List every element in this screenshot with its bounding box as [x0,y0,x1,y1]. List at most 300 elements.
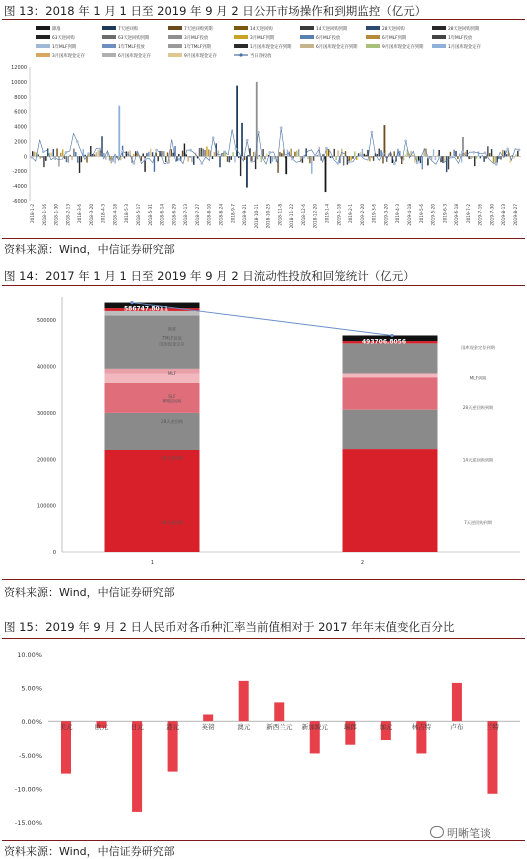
op-bar [171,149,172,156]
net-injection-point [235,148,238,151]
op-bar [476,156,477,158]
x-tick-label: 林吉特 [411,723,432,732]
x-tick-label: 2018-4-3 [100,204,106,224]
legend-swatch [432,44,446,48]
op-bar [438,150,439,156]
legend-label: 14天逆回购到期 [316,27,348,32]
op-bar-spike [325,156,327,192]
op-bar [334,149,335,157]
op-bar [187,156,188,161]
op-bar [201,148,202,157]
net-injection-point [484,151,487,154]
figure-13 [0,0,527,258]
op-bar [51,153,52,157]
total-trend-point [390,334,393,337]
op-bar [103,153,104,156]
net-injection-point [314,154,317,157]
op-bar [229,156,230,162]
op-bar [41,156,42,158]
y-tick-label: 200000 [36,457,56,464]
op-bar [272,156,273,161]
y-tick-label: 0 [23,154,27,161]
legend-swatch [102,26,116,30]
figure-13-caption: 图 13：2018 年 1 月 1 日至 2019 年 9 月 2 日公开市场操作和到期监控（亿元） [4,4,427,18]
fig15-chart [0,642,527,842]
op-bar [435,156,436,160]
x-tick-label: 1 [150,560,155,566]
figure-14-source: 资料来源：Wind，中信证券研究部 [4,586,175,599]
op-bar [472,156,473,158]
legend-swatch [168,26,182,30]
op-bar [482,155,483,156]
op-bar [240,156,241,176]
x-tick-label: 2019-3-6 [371,204,377,224]
legend-label: 28天逆回购到期 [448,27,480,32]
y-tick-label: 400000 [36,364,56,371]
net-injection-point [87,152,90,155]
legend-swatch [432,26,446,30]
op-bar [470,156,471,159]
op-bar [232,152,233,156]
op-bar [493,156,494,162]
y-tick-label: 6000 [14,109,27,116]
fx-bar-11 [452,683,462,721]
legend-label: 1年MLF到期 [52,45,77,50]
segment-label: MLF到期 [469,375,487,381]
fx-bar-4 [203,714,213,721]
x-tick-label: 2019-6-18 [454,204,460,226]
op-bar [257,156,258,159]
y-tick-label: 12000 [11,65,27,71]
op-bar [274,156,275,159]
op-bar [373,156,374,160]
legend-label: 9月国库现金定存 [184,54,217,59]
y-tick-label: -10.00% [14,785,42,794]
net-injection-point [257,131,260,134]
y-tick-label: -5.00% [19,751,42,760]
net-injection-point [461,151,464,154]
net-injection-point [404,140,407,143]
op-bar [45,156,46,161]
legend-label: 1月国库现金定存 [448,45,481,50]
op-bar [491,149,492,156]
net-injection-point [348,161,351,164]
legend-marker-net [239,53,242,56]
op-bar [483,156,484,161]
stack-segment [105,374,200,383]
op-bar [157,156,158,161]
figure-15-source: 资料来源：Wind，中信证券研究部 [4,845,175,858]
op-bar [317,155,318,156]
op-bar [212,156,213,159]
stack-segment [105,369,200,374]
op-bar [66,156,67,162]
x-tick-label: 2019-2-1 [348,204,354,224]
y-tick-label: 4000 [14,124,27,131]
x-tick-label: 2018-4-18 [112,204,118,226]
op-bar [133,154,134,157]
y-tick-label: 100000 [36,503,56,510]
op-bar [270,156,271,163]
op-bar-spike [118,106,120,157]
op-bar [517,151,518,156]
op-bar [73,149,74,157]
bar-total-label: 586747.8011 [123,305,169,313]
watermark: 明晰笔谈 [430,825,491,841]
x-tick-label: 2018-8-10 [206,204,212,226]
x-tick-label: 2019-7-16 [477,204,483,226]
stack-segment [343,410,438,449]
op-bar [261,156,262,162]
legend-swatch [36,26,50,30]
op-bar [296,151,297,157]
op-bar [217,150,218,156]
net-injection-point [246,139,249,142]
op-bar-spike [236,86,238,157]
net-injection-point [178,158,181,161]
op-bar [279,152,280,156]
fx-bar-2 [132,721,142,812]
legend-label: 9月国库现金定存到期 [382,45,424,50]
net-injection-point [65,151,68,154]
op-bar [446,156,447,172]
x-tick-label: 2019-1-18 [336,204,342,226]
op-bar [223,153,224,156]
y-tick-label: 300000 [36,410,56,417]
x-tick-label: 2019-6-3 [442,204,448,224]
op-bar [165,156,166,162]
net-injection-point [201,162,204,165]
op-bar [506,154,507,156]
y-tick-label: -6000 [12,199,27,205]
op-bar [75,152,76,156]
op-bar [39,156,40,158]
op-bar [79,156,80,173]
op-bar [343,156,344,165]
op-bar [94,154,95,156]
total-trend-point [130,301,133,304]
legend-label: 3月MLF投放 [184,36,209,41]
op-bar [202,149,203,157]
legend-label: 28天逆回购 [382,27,405,32]
x-tick-label: 2018-1-16 [41,204,47,226]
op-bar [105,156,106,159]
op-bar [474,156,475,166]
op-bar-spike [285,156,287,174]
legend-label: 6月MLF到期 [382,36,407,41]
op-bar [382,156,383,163]
op-bar [238,156,239,158]
op-bar [364,154,365,157]
op-bar [405,155,406,157]
op-bar [143,153,144,156]
x-tick-label: 2019-7-2 [465,204,471,224]
net-injection-point [450,156,453,159]
x-tick-label: 2018-1-2 [30,204,35,224]
stack-segment [105,383,200,413]
op-bar-spike [246,156,248,187]
net-injection-point [393,162,396,165]
op-bar [32,151,33,156]
legend-label: 1月国库现金定存到期 [250,45,292,50]
op-bar [313,156,314,160]
x-tick-label: 2019-1-4 [324,204,330,224]
legend-label: 1年MLF投放 [448,36,473,41]
op-bar [60,153,61,157]
op-bar [56,148,57,156]
y-tick-label: -2000 [12,169,27,176]
legend-swatch [168,44,182,48]
legend-label: 3月国库现金定存 [52,54,85,59]
figure-14-caption: 图 14：2017 年 1 月 1 日至 2019 年 9 月 2 日流动性投放和回笼统计（亿元） [4,269,415,283]
op-bar [459,154,460,157]
op-bar [148,152,149,157]
op-bar [98,150,99,156]
op-bar [259,155,260,156]
op-bar [513,156,514,158]
op-bar [163,151,164,156]
legend-label: 7天逆回购 [118,27,138,32]
op-bar [146,153,147,156]
op-bar [330,156,331,158]
op-bar [354,151,355,156]
op-bar [34,152,35,157]
op-bar [266,153,267,156]
x-tick-label: 2019-7-30 [489,204,495,226]
op-bar [379,149,380,157]
y-tick-label: 0.00% [21,718,42,727]
legend-swatch [102,44,116,48]
x-tick-label: 2019-4-3 [395,204,401,224]
op-bar [206,147,207,157]
op-bar [495,156,496,163]
y-tick-label: -4000 [12,184,27,191]
y-tick-label: 5.00% [21,684,42,693]
segment-label: 14天逆回购 [160,455,184,461]
legend-label: 6月MLF投放 [316,36,341,41]
legend-swatch [366,44,380,48]
net-injection-point [518,149,521,152]
x-tick-label: 2018-10-11 [253,204,259,229]
net-injection-point [121,150,124,153]
legend-swatch [234,26,248,30]
x-tick-label: 2018-5-17 [136,204,142,226]
op-bar [468,156,469,159]
op-bar [262,149,263,156]
op-bar [290,149,291,157]
op-bar [247,155,248,156]
op-bar [199,148,200,156]
x-tick-label: 2018-11-22 [289,204,295,229]
legend-label: 当日净投放 [250,54,272,59]
segment-label: TMLF投放 [162,335,182,341]
net-injection-point [53,156,56,159]
legend-swatch [102,35,116,39]
figure-13-source: 资料来源：Wind，中信证券研究部 [4,243,175,256]
legend-swatch [168,35,182,39]
x-tick-label: 2019-8-13 [501,203,507,226]
y-tick-label: -15.00% [14,819,42,827]
op-bar [114,156,115,163]
net-injection-point [472,151,475,154]
net-injection-point [110,160,113,163]
op-bar [214,152,215,156]
net-injection-point [155,149,158,152]
op-bar [43,156,44,167]
op-bar [362,149,363,157]
op-bar [124,156,125,158]
net-injection-point [336,162,339,165]
op-bar [99,151,100,157]
fx-bar-6 [274,702,284,721]
op-bar [478,151,479,156]
y-tick-label: 0 [52,550,56,556]
net-injection-point [144,158,147,161]
op-bar [485,156,486,158]
legend-swatch [36,44,50,48]
op-bar [515,154,516,156]
fx-bar-12 [487,721,497,794]
op-bar [433,149,434,156]
op-bar [294,152,295,157]
fig13-chart [0,21,527,236]
x-tick-label: 兰特 [485,723,499,732]
segment-label: 28天逆回购 [160,419,184,425]
op-bar [84,155,85,157]
net-injection-point [31,156,34,159]
op-bar [287,150,288,157]
op-bar [234,156,235,162]
net-injection-point [325,147,328,150]
op-bar [58,156,59,166]
net-injection-point [99,148,102,151]
x-tick-label: 2018-6-14 [159,204,165,226]
segment-label: 14天逆回购 [160,520,184,526]
segment-label: 7天逆回购到期 [464,520,492,526]
net-injection-point [223,150,226,153]
legend-label: 63天逆回购到期 [118,36,150,41]
op-bar [184,144,185,157]
legend-label: 1年TMLF投放 [118,45,145,50]
op-bar [172,153,173,157]
op-bar [457,156,458,159]
op-bar [204,150,205,156]
x-tick-label: 新加坡元 [301,723,328,732]
stack-segment [105,413,200,450]
x-tick-label: 2018-10-25 [265,204,271,229]
segment-label: 28天逆回购到期 [462,405,494,411]
op-bar [322,154,323,156]
figure-15-caption: 图 15：2019 年 9 月 2 日人民币对各币种汇率当前值相对于 2017 年年末值变化百分比 [4,620,455,634]
op-bar [68,156,69,162]
x-tick-label: 2018-7-13 [183,204,189,226]
op-bar [309,156,310,163]
net-injection-point [133,162,136,165]
legend-label: 6月国库现金定存到期 [316,45,358,50]
legend-label: 降准 [52,27,61,32]
x-tick-label: 2018-5-31 [147,204,153,226]
op-bar [307,156,308,159]
net-injection-point [506,148,509,151]
net-injection-point [42,150,45,153]
segment-label: 国库现金定存 [159,341,185,347]
legend-swatch [432,35,446,39]
segment-label: SLF [168,394,176,400]
segment-label: MLF [167,370,177,376]
y-tick-label: 10.00% [17,651,42,659]
legend-label: 14天逆回购 [250,27,273,32]
x-tick-label: 2019-5-6 [418,204,424,224]
legend-swatch [300,26,314,30]
y-tick-label: 2000 [14,139,27,146]
op-bar [453,150,454,157]
op-bar [38,154,39,156]
legend-swatch [366,26,380,30]
x-tick-label: 欧元 [95,723,109,732]
op-bar [167,152,168,156]
x-tick-label: 2 [360,560,365,566]
net-injection-point [76,140,79,143]
op-bar [53,149,54,156]
x-tick-label: 2019-4-18 [406,204,412,226]
op-bar [191,156,192,162]
op-bar [311,156,312,174]
op-bar-spike [241,123,243,157]
x-tick-label: 2018-12-20 [312,204,318,229]
net-injection-point [382,152,385,155]
fx-bar-5 [239,681,249,721]
x-tick-label: 英镑 [201,723,215,732]
op-bar [208,150,209,157]
net-injection-point [427,156,430,159]
x-tick-label: 2018-12-6 [300,204,306,226]
legend-swatch [366,35,380,39]
stack-segment [343,374,438,378]
net-injection-point [268,151,271,154]
op-bar [455,151,456,156]
op-bar-spike [384,125,386,156]
op-bar [81,156,82,162]
op-bar [487,146,488,156]
x-tick-label: 2018-2-13 [65,204,71,226]
net-injection-point [416,162,419,165]
stack-segment [343,343,438,373]
op-bar [461,156,462,162]
legend-swatch [168,53,182,57]
op-bar [96,152,97,156]
op-bar [444,156,445,162]
op-bar [227,156,228,161]
op-bar [480,156,481,158]
op-bar [77,156,78,162]
legend-swatch [300,44,314,48]
legend-swatch [36,35,50,39]
op-bar [298,149,299,156]
op-bar [219,156,220,167]
op-bar [62,149,63,156]
op-bar [489,153,490,156]
segment-label: 6M逆回购 [162,398,182,404]
x-tick-label: 加元 [379,723,393,732]
net-injection-point [370,131,373,134]
op-bar [450,152,451,156]
stack-segment [343,377,438,409]
legend-swatch [102,53,116,57]
op-bar [437,155,438,157]
y-tick-label: 10000 [11,79,27,86]
op-bar [178,154,179,156]
op-bar [69,155,70,157]
